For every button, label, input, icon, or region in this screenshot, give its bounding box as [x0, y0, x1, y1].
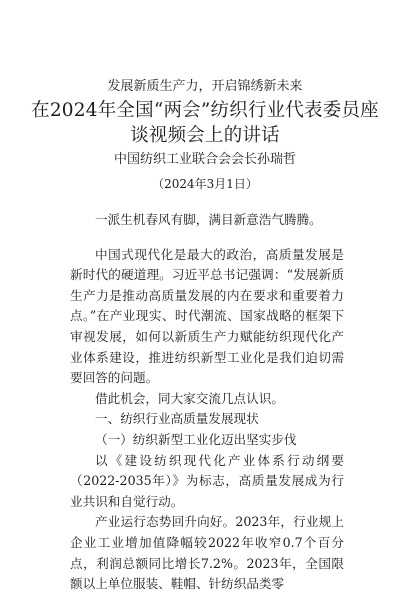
- headline-line-1: 在2024年全国“两会”纺织行业代表委员座: [31, 100, 379, 121]
- paragraph-transition: 借此机会，同大家交流几点认识。: [95, 390, 284, 406]
- kicker-title: 发展新质生产力，开启锦绣新未来: [107, 79, 303, 94]
- date-line: （2024年3月1日）: [152, 177, 258, 191]
- section-heading: 一、纺织行业高质量发展现状: [95, 411, 259, 427]
- paragraph-context: 中国式现代化是最大的政治，高质量发展是新时代的硬道理。习近平总书记强调：“发展新质生产力是推动高质量发展的内在要求和重要着力点。”在产业现实、时代潮流、国家战略的框架下审视发展，如何以新质生产力赋能纺织现代化产业体系建设，推进纺织新型工业化是我们迫切需要回答的问题。: [70, 246, 344, 386]
- document-body: [70, 208, 344, 595]
- headline-line-2: 谈视频会上的讲话: [130, 125, 280, 146]
- subsection-heading: （一）纺织新型工业化迈出坚实步伐: [95, 431, 297, 447]
- paragraph-opening: 一派生机春风有脚，满目新意浩气腾腾。: [95, 212, 322, 227]
- paragraph-industry-performance: 产业运行态势回升向好。2023年，行业规上企业工业增加值降幅较2022年收窄0.7个百分点，利润总额同比增长7.2%。2023年，全国限额以上单位服装、鞋帽、针纺织品类零: [70, 514, 344, 592]
- author-line: 中国纺织工业联合会会长孙瑞哲: [113, 152, 296, 167]
- headline: [0, 98, 410, 148]
- paragraph-action-plan: 以《建设纺织现代化产业体系行动纲要（2022-2035年）》为标志，高质量发展成为行业共识和自觉行动。: [70, 452, 344, 509]
